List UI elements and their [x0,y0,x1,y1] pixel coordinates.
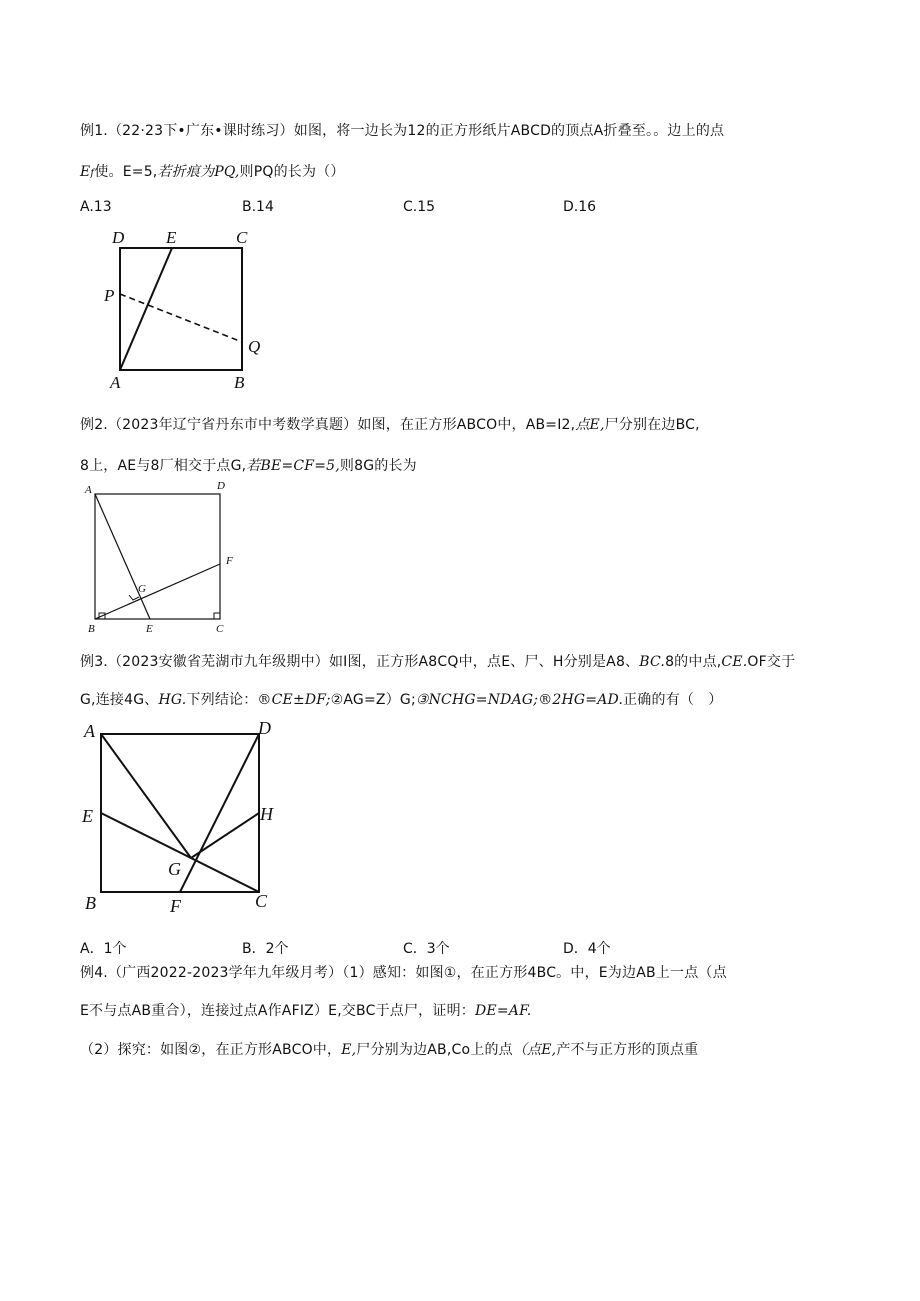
ex2-label-b: B [88,623,95,635]
ex1-line2 [80,161,345,181]
ex3-line1-text: 例3.（2023安徽省芜湖市九年级期中）如I图，正方形A8CQ中，点E、尸、H分别是A8、 [80,654,640,670]
ex2-label-f: F [226,555,233,567]
ex2-label-g: G [138,583,146,595]
ex4-point-e: E, [341,1042,357,1058]
ex1-label-q: Q [248,337,261,356]
ex1-label-a: A [110,373,121,392]
ex1-label-p: P [104,286,115,305]
ex2-segment-ae [95,494,150,619]
ex3-segment-df [180,734,259,892]
ex3-label-b: B [85,893,96,913]
ex2-label-d: D [217,480,225,492]
ex3-label-e: E [82,806,93,826]
ex2-question: 则8G的长为 [339,458,417,474]
ex3-question: 正确的有（ ） [623,692,723,708]
ex2-right-angle-c [214,613,220,619]
ex4-proof-goal: DE=AF. [474,1003,532,1019]
ex1-crease-pq [120,294,242,342]
ex2-line2 [80,455,417,475]
ex3-figure [78,718,298,928]
ex1-option-c: C.15 [403,199,436,215]
ex4-line3-end: 产不与正方形的顶点重 [556,1042,699,1058]
ex1-question: 则PQ的长为（） [239,164,345,180]
ex3-label-c: C [255,891,268,911]
ex2-segment-bf [95,564,220,619]
ex2-line1-text: 例2.（2023年辽宁省丹东市中考数学真题）如图，在正方形ABCO中，AB=I2, [80,417,576,433]
ex2-point-e: 点E, [575,417,605,433]
ex2-label-e: E [146,623,153,635]
ex3-label-g: G [168,859,181,879]
ex1-label-e: E [166,228,177,247]
ex3-segment-ag [101,734,191,858]
ex3-segment-gh [191,813,259,858]
ex1-line1: 例1.（22·23下•广东•课时练习）如图，将一边长为12的正方形纸片ABCD的顶点A折叠至。。边上的点 [80,123,725,139]
ex1-crease-text: 若折痕为PQ, [157,164,240,180]
ex2-label-a: A [85,484,92,496]
ex3-option-b: B．2个 [242,941,289,957]
ex1-square [120,248,242,370]
ex3-segment-ec [101,813,259,892]
ex4-line3-mid: 尸分别为边AB,Co上的点 [356,1042,513,1058]
ex1-label-c: C [236,228,248,247]
ex1-label-b: B [234,373,245,392]
ex4-line2-text: E不与点AB重合），连接过点A作AFIZ）E,交BC于点尸，证明： [80,1003,475,1019]
ex4-point-e2: （点E, [512,1042,557,1058]
ex1-f-sub: f [90,168,95,179]
ex3-bc: BC. [639,654,666,670]
ex3-conclusion-4: ®2HG=AD. [538,692,624,708]
ex3-conclusion-1: ®CE±DF; [257,692,331,708]
ex3-option-d: D．4个 [563,941,611,957]
ex3-ce: CE. [721,654,748,670]
ex3-line1 [80,651,795,671]
ex2-line1-end: 尸分别在边BC, [604,417,700,433]
ex1-figure [100,222,300,392]
ex3-conclusions-label: 下列结论： [186,692,258,708]
ex3-line2-text: G,连接4G、 [80,692,159,708]
ex2-label-c: C [216,623,224,635]
ex2-figure [80,480,250,640]
ex2-line2-text: 8上，AE与8厂相交于点G, [80,458,247,474]
ex4-line3 [80,1039,698,1059]
ex3-label-f: F [170,896,181,916]
ex2-condition: 若BE=CF=5, [246,458,340,474]
ex1-line2-text: 使。E=5, [94,164,158,180]
ex3-line1-end: OF交于 [747,654,796,670]
ex3-option-c: C．3个 [403,941,450,957]
ex3-line2 [80,689,723,709]
ex3-label-h: H [260,804,273,824]
ex1-label-d: D [112,228,125,247]
ex4-line2 [80,1000,531,1020]
ex1-option-b: B.14 [242,199,274,215]
ex2-right-angle-g [129,595,139,600]
ex2-line1 [80,414,700,434]
ex1-option-a: A.13 [80,199,112,215]
ex4-line3-text: （2）探究：如图②，在正方形ABCO中， [80,1042,342,1058]
ex4-line1: 例4.（广西2022-2023学年九年级月考）（1）感知：如图①，在正方形4BC。中，E为边AB上一点（点 [80,965,727,981]
ex2-square [95,494,220,619]
ex1-option-d: D.16 [563,199,597,215]
ex3-conclusion-2: ②AG=Z）G; [330,692,416,708]
ex1-segment-ae [120,248,172,370]
ex1-e-var: E [80,164,91,180]
ex3-label-a: A [84,721,95,741]
ex3-hg: HG. [158,692,187,708]
ex3-option-a: A．1个 [80,941,127,957]
ex3-conclusion-3: ③NCHG=NDAG; [415,692,539,708]
ex3-label-d: D [258,718,271,738]
ex3-midpoint: 8的中点, [665,654,722,670]
